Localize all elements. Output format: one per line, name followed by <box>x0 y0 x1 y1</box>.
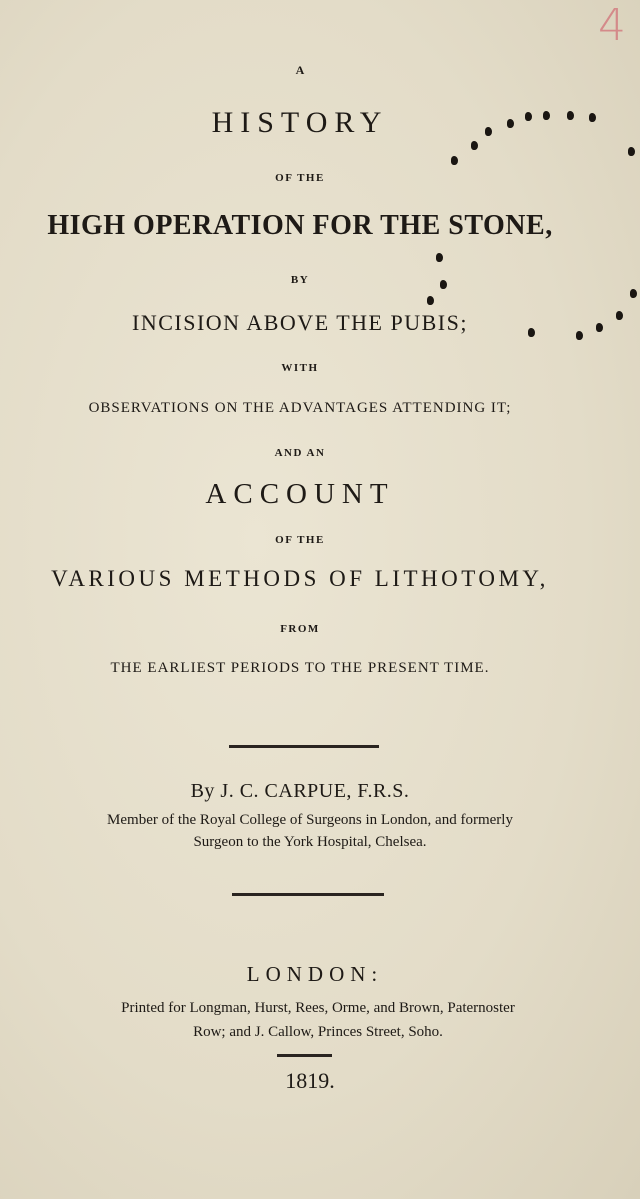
title-history: HISTORY <box>211 106 389 139</box>
ink-blot <box>628 147 635 156</box>
title-incision: INCISION ABOVE THE PUBIS; <box>132 310 468 335</box>
imprint-printed-for: Printed for <box>121 1000 186 1016</box>
ink-blot <box>528 328 535 337</box>
imprint-address: Row; and J. Callow, Princes Street, Soho. <box>193 1024 443 1040</box>
divider-rule-3 <box>277 1054 332 1057</box>
title-by: BY <box>290 274 310 286</box>
title-from: FROM <box>280 623 320 635</box>
author-by: By <box>190 780 215 802</box>
ink-blot <box>630 289 637 298</box>
ink-blot <box>471 141 478 150</box>
ink-blot <box>543 111 550 120</box>
imprint-publishers <box>18 1000 618 1017</box>
ink-blot <box>485 127 492 136</box>
title-observations: OBSERVATIONS ON THE ADVANTAGES ATTENDING IT; <box>88 400 512 416</box>
ink-blot <box>427 296 434 305</box>
title-and-an: AND AN <box>274 447 326 459</box>
title-of-the-1: OF THE <box>275 172 325 184</box>
author-credentials-2: Surgeon to the York Hospital, Chelsea. <box>193 834 427 850</box>
imprint-city: LONDON: <box>246 962 384 986</box>
divider-rule-1 <box>229 745 379 748</box>
ink-blot <box>589 113 596 122</box>
ink-blot <box>436 253 443 262</box>
ink-blot <box>507 119 514 128</box>
title-earliest-periods: THE EARLIEST PERIODS TO THE PRESENT TIME. <box>110 660 490 676</box>
pencil-page-number: 4 <box>598 0 626 51</box>
imprint-publisher-names: Longman, Hurst, Rees, Orme, and Brown, Paternoster <box>189 1000 515 1016</box>
divider-rule-2 <box>232 893 384 896</box>
author-name: J. C. CARPUE, F.R.S. <box>220 780 410 802</box>
title-with: WITH <box>281 362 319 374</box>
title-of-the-2: OF THE <box>275 534 325 546</box>
title-article: A <box>295 63 305 77</box>
ink-blot <box>567 111 574 120</box>
ink-blot <box>596 323 603 332</box>
title-main: HIGH OPERATION FOR THE STONE, <box>47 210 553 241</box>
ink-blot <box>451 156 458 165</box>
ink-blot <box>525 112 532 121</box>
title-account: ACCOUNT <box>205 478 395 510</box>
imprint-year: 1819. <box>285 1068 335 1093</box>
ink-blot <box>440 280 447 289</box>
author-line <box>0 780 600 803</box>
title-various-methods: VARIOUS METHODS OF LITHOTOMY, <box>51 566 549 591</box>
author-credentials-1: Member of the Royal College of Surgeons in London, and formerly <box>107 812 513 828</box>
ink-blot <box>576 331 583 340</box>
ink-blot <box>616 311 623 320</box>
